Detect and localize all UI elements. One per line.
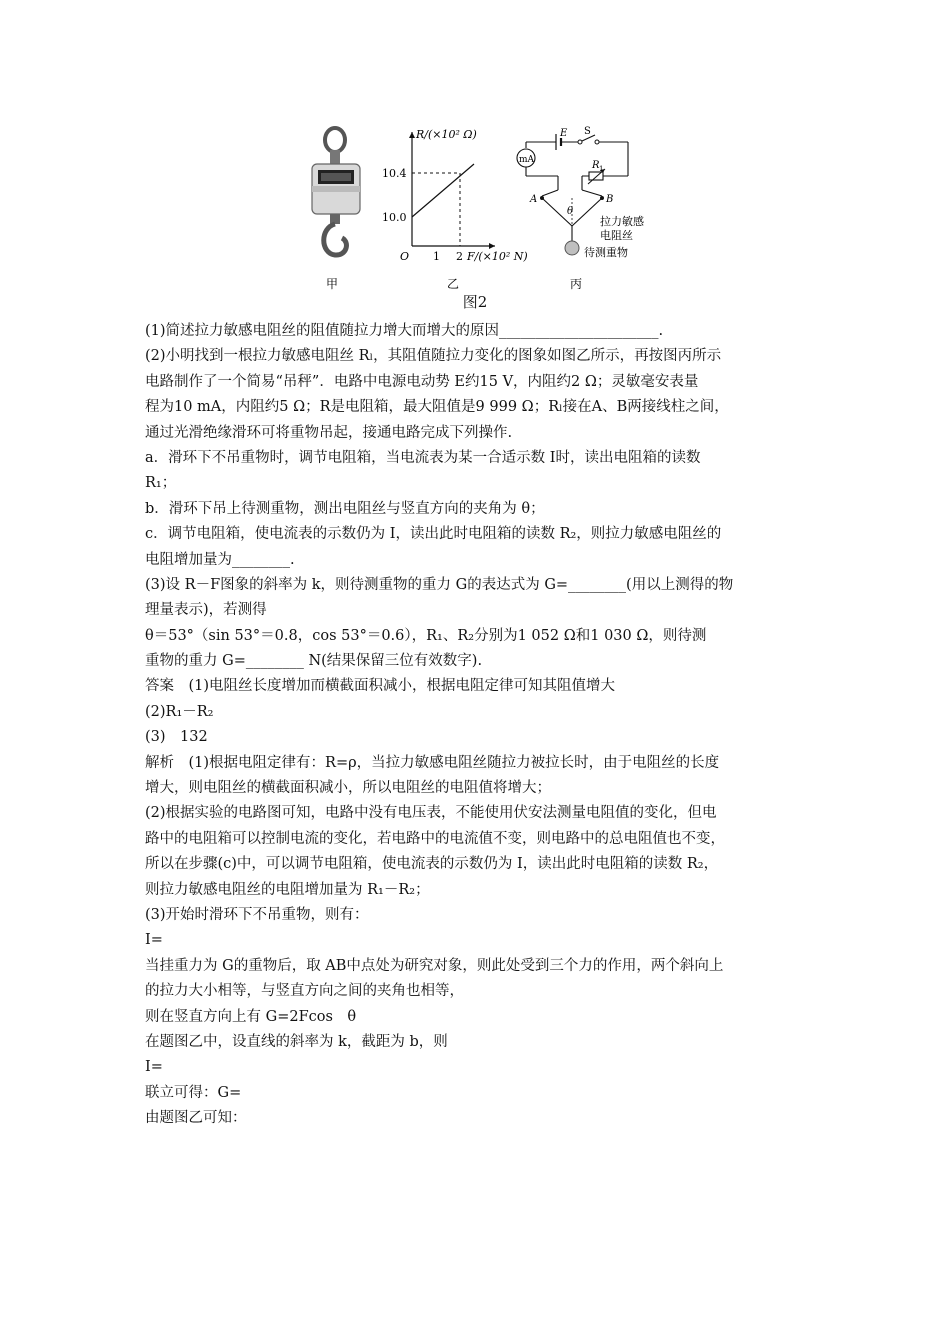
origin-label: O: [400, 250, 410, 263]
wire-label-line1: 拉力敏感: [600, 215, 644, 228]
panel-label-bing: 丙: [570, 277, 583, 291]
battery-label: E: [560, 128, 568, 139]
weight-label: 待测重物: [584, 246, 628, 259]
analysis-line: I=: [145, 932, 163, 949]
answer-line: (2)R₁－R₂: [145, 703, 214, 720]
y-tick-10-4: 10.4: [382, 167, 407, 180]
text-line: c．调节电阻箱，使电流表的示数仍为 I，读出此时电阻箱的读数 R₂，则拉力敏感电阻丝的: [145, 526, 722, 543]
resistor-label: R: [592, 160, 600, 171]
resistor-label-sub: 1: [599, 165, 604, 173]
terminal-a-label: A: [530, 194, 538, 205]
figure-svg: [290, 118, 660, 293]
text-line: 程为10 mA，内阻约5 Ω；R是电阻箱，最大阻值是9 999 Ω；Rₗ接在A、B两接线柱之间，: [145, 399, 729, 416]
analysis-line: (2)根据实验的电路图可知，电路中没有电压表，不能使用伏安法测量电阻值的变化，但电: [145, 805, 717, 822]
text-line: 电阻增加量为________.: [145, 551, 295, 568]
meter-label: mA: [519, 155, 535, 165]
text-line: (3)设 R－F图象的斜率为 k，则待测重物的重力 G的表达式为 G=________(用以上测得的物: [145, 576, 734, 593]
switch-label: S: [584, 126, 591, 137]
answer-line: 答案 (1)电阻丝长度增加而横截面积减小，根据电阻定律可知其阻值增大: [145, 678, 616, 695]
y-axis-label: R/(×10² Ω): [416, 128, 477, 141]
answer-line: (3) 132: [145, 729, 208, 746]
r-f-graph: [382, 128, 528, 263]
terminal-b-label: B: [606, 194, 614, 205]
analysis-line: 由题图乙可知：: [145, 1110, 247, 1127]
analysis-line: 解析 (1)根据电阻定律有：R=ρ，当拉力敏感电阻丝随拉力被拉长时，由于电阻丝的长度: [145, 754, 720, 771]
text-line: (2)小明找到一根拉力敏感电阻丝 Rₗ，其阻值随拉力变化的图象如图乙所示，再按图丙所示: [145, 348, 722, 365]
analysis-line: 联立可得：G=: [145, 1084, 242, 1101]
panel-label-yi: 乙: [447, 277, 460, 291]
panel-label-jia: 甲: [326, 277, 339, 291]
analysis-line: 则在竖直方向上有 G=2Fcos θ: [145, 1008, 357, 1025]
text-line: a．滑环下不吊重物时，调节电阻箱，当电流表为某一合适示数 I时，读出电阻箱的读数: [145, 449, 701, 466]
analysis-line: (3)开始时滑环下不吊重物，则有：: [145, 906, 369, 923]
wire-label-line2: 电阻丝: [600, 229, 633, 242]
x-axis-label: F/(×10² N): [467, 250, 528, 263]
resistance-line: [412, 164, 474, 217]
analysis-line: 当挂重力为 G的重物后，取 AB中点处为研究对象，则此处受到三个力的作用，两个斜向上: [145, 957, 724, 974]
text-line: 通过光滑绝缘滑环可将重物吊起，接通电路完成下列操作.: [145, 424, 513, 441]
text-line: 电路制作了一个简易“吊秤”．电路中电源电动势 E约15 V，内阻约2 Ω；灵敏毫安表量: [145, 373, 699, 390]
figure-2: [290, 118, 660, 308]
figure-caption: 图2: [462, 293, 488, 311]
analysis-line: 所以在步骤(c)中，可以调节电阻箱，使电流表的示数仍为 I，读出此时电阻箱的读数 R₂，: [145, 856, 719, 873]
question-body: [145, 319, 825, 1132]
sensor-wire-right: [572, 198, 602, 226]
analysis-line: 增大，则电阻丝的横截面积减小，所以电阻丝的电阻值将增大；: [145, 780, 551, 797]
analysis-line: 的拉力大小相等，与竖直方向之间的夹角也相等，: [145, 983, 464, 1000]
text-line: b．滑环下吊上待测重物，测出电阻丝与竖直方向的夹角为 θ；: [145, 500, 545, 517]
text-line: R₁；: [145, 475, 177, 492]
x-tick-1: 1: [433, 250, 440, 263]
analysis-line: 路中的电阻箱可以控制电流的变化，若电路中的电流值不变，则电路中的总电阻值也不变，: [145, 830, 725, 847]
weight-ball-icon: [565, 241, 579, 255]
y-tick-10-0: 10.0: [382, 211, 407, 224]
analysis-line: 在题图乙中，设直线的斜率为 k，截距为 b，则: [145, 1033, 448, 1050]
angle-label: θ: [567, 206, 574, 217]
x-tick-2: 2: [456, 250, 463, 263]
text-line: θ＝53°（sin 53°＝0.8，cos 53°＝0.6），R₁、R₂分别为1 052 Ω和1 030 Ω，则待测: [145, 627, 707, 644]
text-line: (1)简述拉力敏感电阻丝的阻值随拉力增大而增大的原因______________________.: [145, 323, 664, 339]
text-line: 理量表示)，若测得: [145, 602, 267, 619]
analysis-line: 则拉力敏感电阻丝的电阻增加量为 R₁－R₂；: [145, 881, 430, 898]
text-line: 重物的重力 G=________ N(结果保留三位有效数字).: [145, 653, 483, 670]
crane-scale-illustration: [312, 128, 360, 255]
circuit-diagram: [517, 126, 644, 259]
analysis-line: I=: [145, 1059, 163, 1076]
